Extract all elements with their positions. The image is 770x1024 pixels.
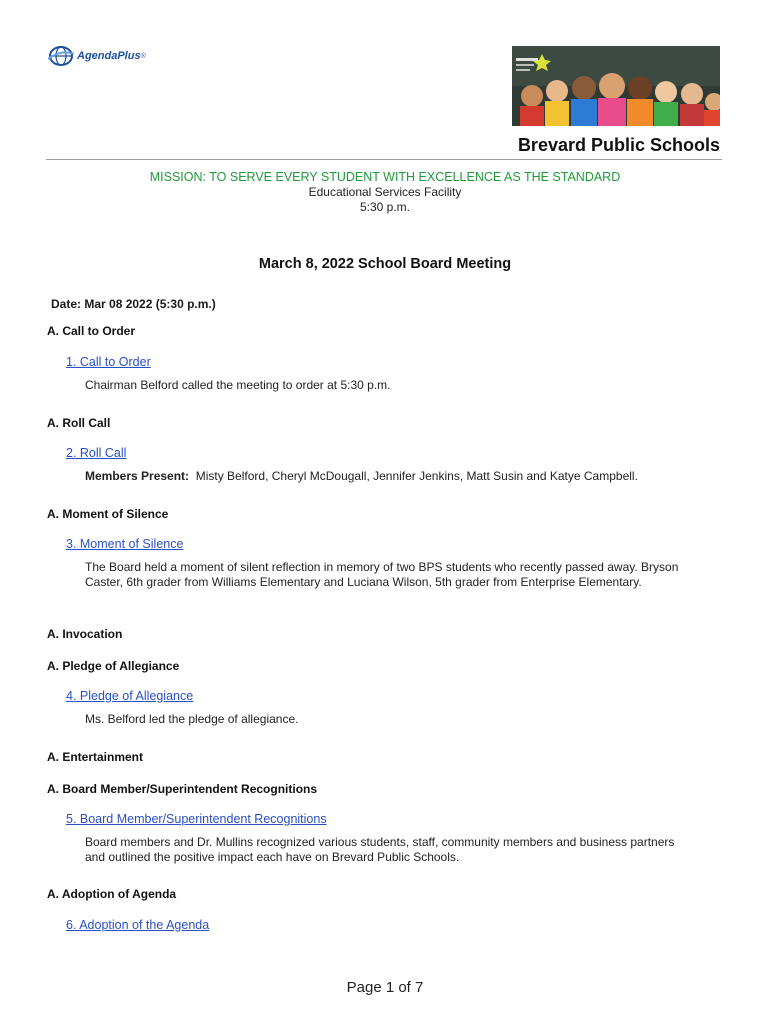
facility-name: Educational Services Facility — [308, 185, 462, 199]
org-name: Brevard Public Schools — [517, 135, 720, 155]
agenda-item-minutes: Ms. Belford led the pledge of allegiance. — [85, 712, 299, 726]
logo-registered-mark: ® — [140, 52, 146, 60]
members-present-list: Misty Belford, Cheryl McDougall, Jennifer Jenkins, Matt Susin and Katye Campbell. — [195, 469, 638, 483]
agenda-item-link-moment-of-silence[interactable]: 3. Moment of Silence — [66, 537, 184, 551]
page-number: Page 1 of 7 — [346, 979, 424, 996]
agenda-item-link-roll-call[interactable]: 2. Roll Call — [66, 446, 127, 460]
agenda-item-link-recognitions[interactable]: 5. Board Member/Superintendent Recognitions — [66, 812, 327, 826]
agenda-item-minutes — [85, 469, 705, 484]
school-banner-image — [512, 46, 720, 126]
meeting-title: March 8, 2022 School Board Meeting — [258, 256, 512, 272]
section-heading-moment-of-silence: A. Moment of Silence — [47, 507, 169, 521]
section-heading-adoption-of-agenda: A. Adoption of Agenda — [47, 887, 177, 901]
agenda-item-link-adoption-of-agenda[interactable]: 6. Adoption of the Agenda — [66, 918, 210, 932]
agenda-item-minutes: Chairman Belford called the meeting to order at 5:30 p.m. — [85, 378, 391, 392]
section-heading-pledge: A. Pledge of Allegiance — [47, 659, 180, 673]
agenda-item-link-call-to-order[interactable]: 1. Call to Order — [66, 355, 151, 369]
meeting-time: 5:30 p.m. — [359, 200, 411, 214]
mission-statement: MISSION: TO SERVE EVERY STUDENT WITH EXCELLENCE AS THE STANDARD — [149, 170, 621, 184]
section-heading-invocation: A. Invocation — [47, 627, 123, 641]
section-heading-call-to-order: A. Call to Order — [47, 324, 136, 338]
globe-icon — [48, 45, 74, 67]
agenda-item-minutes: The Board held a moment of silent reflection in memory of two BPS students who recently passed away. Bryson Caster, 6th grader from Williams Elementary and Luciana Wilson, 5th grader from Enterprise Elementary. — [85, 560, 679, 589]
section-heading-roll-call: A. Roll Call — [47, 416, 111, 430]
header-divider — [46, 159, 722, 160]
members-present-label: Members Present: — [85, 469, 190, 483]
agenda-item-link-pledge[interactable]: 4. Pledge of Allegiance — [66, 689, 194, 703]
agenda-item-minutes: Board members and Dr. Mullins recognized various students, staff, community members and business partners and outlined the positive impact each have on Brevard Public Schools. — [85, 835, 675, 864]
meeting-date: Date: Mar 08 2022 (5:30 p.m.) — [51, 297, 216, 311]
logo-text: AgendaPlus — [77, 50, 141, 62]
agendaplus-logo — [48, 44, 146, 68]
section-heading-recognitions: A. Board Member/Superintendent Recognitions — [47, 782, 318, 796]
section-heading-entertainment: A. Entertainment — [47, 750, 144, 764]
